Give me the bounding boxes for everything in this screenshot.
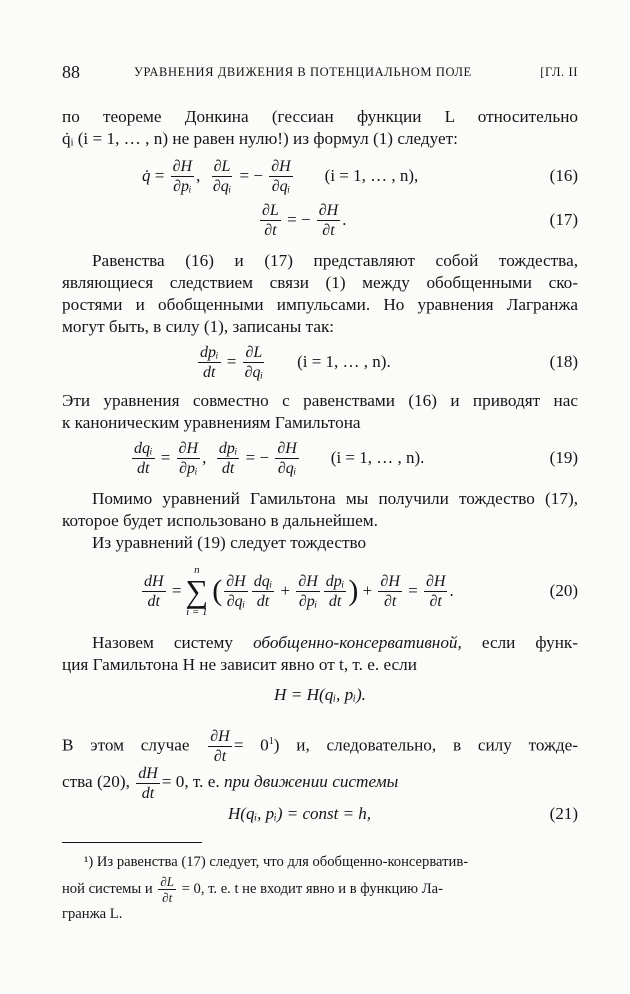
equation-number: (21) <box>549 804 578 823</box>
text-line: являющиеся следствием связи (1) между обобщенными ско- <box>62 273 578 292</box>
text-line: ства (20), $\frac{dH}{dt}$ = 0, т. е. при движении системы <box>62 764 399 802</box>
equation-number: (16) <box>549 166 578 185</box>
text-line: q̇ᵢ (i = 1, … , n) не равен нулю!) из формул (1) следует: <box>62 129 458 148</box>
equation-condition: (i = 1, … , n). <box>330 448 425 467</box>
text-span: Назовем систему <box>92 633 254 652</box>
text-line: Равенства (16) и (17) представляют собой тождества, <box>92 251 578 270</box>
sum-symbol: n ∑ i = 1 <box>185 564 209 618</box>
running-header <box>62 62 578 82</box>
chapter-label: [ГЛ. II <box>540 65 578 79</box>
equation-18: $\frac{\text{dpᵢ}}{dt}$ = $\frac{\partial L}{\text{∂qᵢ}}$ (i = 1, … , n). (18) <box>200 343 578 381</box>
equation-number: (17) <box>549 210 578 229</box>
equation-number: (19) <box>549 448 578 467</box>
footnote-rule <box>62 842 202 843</box>
equation-hamiltonian <box>62 684 578 706</box>
text-span: и, следовательно, в силу тожде- <box>296 735 578 755</box>
footnote-line: гранжа L. <box>62 906 123 922</box>
text-line: Из уравнений (19) следует тождество <box>92 533 367 552</box>
text-line <box>62 632 578 654</box>
text-span: = 0, т. е. <box>161 772 224 791</box>
emphasis-text: обобщенно-консервативной, <box>253 633 462 652</box>
equation-17: $\frac{\partial L}{\partial t}$ = − $\frac{\partial H}{\partial t}$ . (17) <box>262 201 578 239</box>
running-title: УРАВНЕНИЯ ДВИЖЕНИЯ В ПОТЕНЦИАЛЬНОМ ПОЛЕ <box>134 65 472 79</box>
equation-number: (18) <box>549 352 578 371</box>
emphasis-text: при движении системы <box>223 772 399 791</box>
page-number: 88 <box>62 62 80 82</box>
text-span: = 0, т. е. t не входит явно и в функцию Ла- <box>181 881 443 897</box>
equation-text: H(qᵢ, pᵢ) = const = h, <box>228 804 372 823</box>
text-line: ростями и обобщенными импульсами. Но уравнения Лагранжа <box>62 295 578 314</box>
equation-20: $\frac{dH}{dt}$ = n ∑ i = 1 ( $\frac{\partial H}{\text{∂qᵢ}}$ $\frac{\text{dqᵢ}}{dt}$ + $\frac{\partial H}{\text{∂pᵢ}}$ $\frac{\text{dpᵢ}}{dt}$ ) + $\frac{\partial H}{\partial t}$ = $\frac{\partial H}{\partial t}$ . (20) <box>144 564 578 618</box>
equation-condition: (i = 1, … , n), <box>324 166 419 185</box>
text-span: если функ- <box>461 633 578 652</box>
equation-condition: (i = 1, … , n). <box>297 352 391 371</box>
text-line: могут быть, в силу (1), записаны так: <box>62 317 335 336</box>
text-span: В этом случае <box>62 735 190 755</box>
equation-number: (20) <box>549 581 578 600</box>
text-line: В этом случае $\frac{\partial H}{\partial t}$ = $0^1$) и, следовательно, в силу тожде- <box>62 728 578 766</box>
footnote-line: ¹) Из равенства (17) следует, что для обобщенно-консерватив- <box>84 854 469 870</box>
equation-19: $\frac{\text{dqᵢ}}{dt}$ = $\frac{\partial H}{\text{∂pᵢ}}$ , $\frac{\text{dpᵢ}}{dt}$ = − $\frac{\partial H}{\text{∂qᵢ}}$ (i = 1, … , n). (19) <box>134 439 578 477</box>
text-line: Помимо уравнений Гамильтона мы получили тождество (17), <box>92 489 578 508</box>
equation-16: q̇ = $\frac{\partial H}{\text{∂pᵢ}}$ , $\frac{\partial L}{\text{∂qᵢ}}$ = − $\frac{\partial H}{\text{∂qᵢ}}$ (i = 1, … , n), (16) <box>142 157 578 195</box>
equation-21 <box>62 790 578 838</box>
text-line: Эти уравнения совместно с равенствами (16) и приводят нас <box>62 391 578 410</box>
text-span: ной системы и <box>62 881 153 897</box>
text-line: ция Гамильтона H не зависит явно от t, т. е. если <box>62 655 417 674</box>
text-line: которое будет использовано в дальнейшем. <box>62 511 378 530</box>
text-line: по теореме Донкина (гессиан функции L относительно <box>62 107 578 126</box>
equation-text: H = H(qᵢ, pᵢ). <box>274 685 366 704</box>
footnote-line: ной системы и $\frac{\partial L}{\partial t}$ = 0, т. е. t не входит явно и в функцию Ла- <box>62 874 443 906</box>
text-span: ства (20), <box>62 772 130 791</box>
text-line: к каноническим уравнениям Гамильтона <box>62 413 361 432</box>
